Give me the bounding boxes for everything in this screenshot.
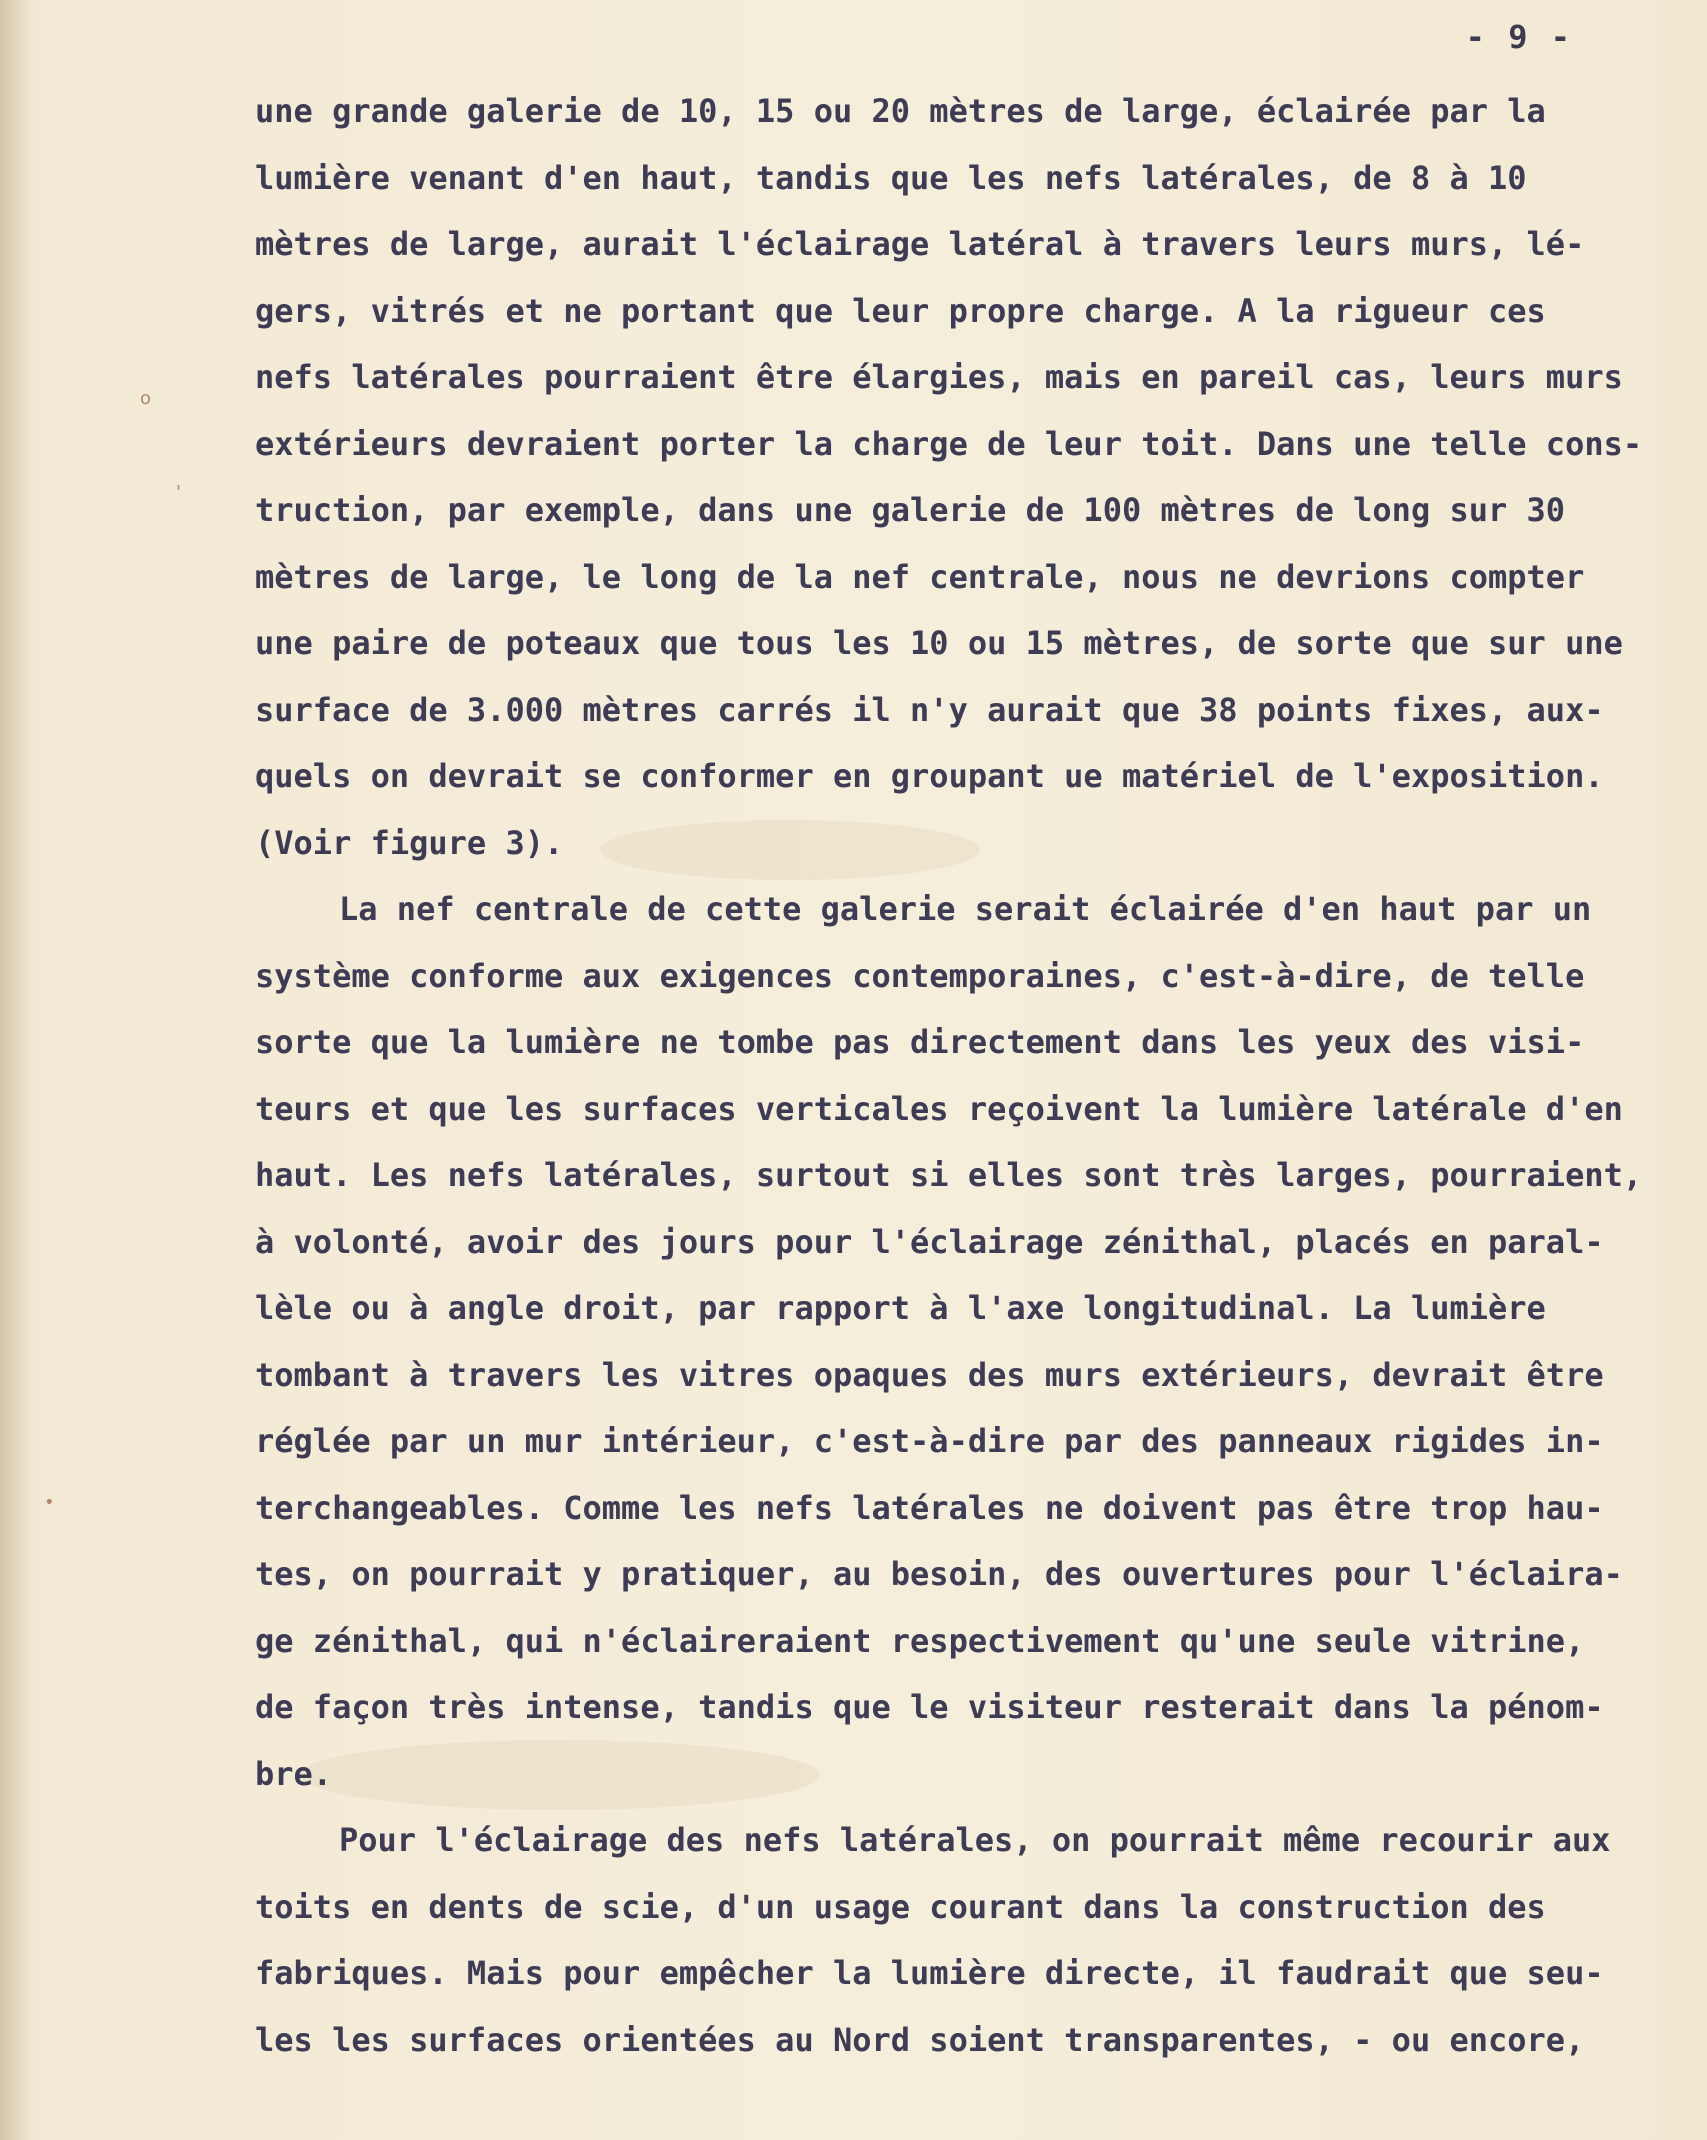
text-line: une grande galerie de 10, 15 ou 20 mètres de large, éclairée par la bbox=[255, 92, 1546, 130]
text-line: tes, on pourrait y pratiquer, au besoin, des ouvertures pour l'éclaira- bbox=[255, 1555, 1623, 1593]
text-line: réglée par un mur intérieur, c'est-à-dire par des panneaux rigides in- bbox=[255, 1422, 1604, 1460]
text-line: à volonté, avoir des jours pour l'éclairage zénithal, placés en paral- bbox=[255, 1222, 1604, 1261]
text-line: ge zénithal, qui n'éclaireraient respectivement qu'une seule vitrine, bbox=[255, 1621, 1585, 1660]
margin-mark: • bbox=[44, 1492, 55, 1513]
margin-mark: o bbox=[140, 388, 152, 409]
margin-mark: ' bbox=[176, 482, 181, 503]
page-edge-shadow bbox=[0, 0, 30, 2140]
text-line: mètres de large, aurait l'éclairage latéral à travers leurs murs, lé- bbox=[255, 225, 1585, 263]
text-line: (Voir figure 3). bbox=[255, 823, 564, 862]
text-line: bre. bbox=[255, 1754, 333, 1793]
text-line: gers, vitrés et ne portant que leur propre charge. A la rigueur ces bbox=[255, 291, 1546, 330]
text-line: mètres de large, le long de la nef centrale, nous ne devrions compter bbox=[255, 557, 1585, 596]
text-line: surface de 3.000 mètres carrés il n'y aurait que 38 points fixes, aux- bbox=[255, 690, 1604, 729]
text-line: les les surfaces orientées au Nord soient transparentes, - ou encore, bbox=[255, 2020, 1585, 2059]
text-line: sorte que la lumière ne tombe pas directement dans les yeux des visi- bbox=[255, 1023, 1585, 1061]
paragraph-1 bbox=[255, 78, 1685, 876]
paragraph-3 bbox=[255, 1807, 1685, 2073]
text-line: haut. Les nefs latérales, surtout si elles sont très larges, pourraient, bbox=[255, 1156, 1643, 1194]
text-line: fabriques. Mais pour empêcher la lumière directe, il faudrait que seu- bbox=[255, 1954, 1604, 1992]
text-line: de façon très intense, tandis que le visiteur resterait dans la pénom- bbox=[255, 1688, 1604, 1726]
text-line: lèle ou à angle droit, par rapport à l'axe longitudinal. La lumière bbox=[255, 1289, 1546, 1327]
text-line: une paire de poteaux que tous les 10 ou 15 mètres, de sorte que sur une bbox=[255, 624, 1623, 662]
text-line: La nef centrale de cette galerie serait éclairée d'en haut par un bbox=[339, 890, 1592, 928]
text-line: système conforme aux exigences contemporaines, c'est-à-dire, de telle bbox=[255, 956, 1585, 995]
typed-body-text bbox=[255, 78, 1685, 2073]
text-line: lumière venant d'en haut, tandis que les nefs latérales, de 8 à 10 bbox=[255, 158, 1527, 197]
text-line: terchangeables. Comme les nefs latérales ne doivent pas être trop hau- bbox=[255, 1488, 1604, 1527]
text-line: truction, par exemple, dans une galerie de 100 mètres de long sur 30 bbox=[255, 491, 1566, 529]
paragraph-2 bbox=[255, 876, 1685, 1807]
text-line: Pour l'éclairage des nefs latérales, on pourrait même recourir aux bbox=[339, 1821, 1611, 1859]
text-line: tombant à travers les vitres opaques des murs extérieurs, devrait être bbox=[255, 1355, 1604, 1394]
text-line: nefs latérales pourraient être élargies, mais en pareil cas, leurs murs bbox=[255, 358, 1623, 396]
text-line: extérieurs devraient porter la charge de leur toit. Dans une telle cons- bbox=[255, 424, 1643, 463]
text-line: toits en dents de scie, d'un usage courant dans la construction des bbox=[255, 1887, 1546, 1926]
text-line: teurs et que les surfaces verticales reçoivent la lumière latérale d'en bbox=[255, 1089, 1623, 1128]
text-line: quels on devrait se conformer en groupant ue matériel de l'exposition. bbox=[255, 757, 1604, 795]
page-number: - 9 - bbox=[1465, 18, 1572, 56]
